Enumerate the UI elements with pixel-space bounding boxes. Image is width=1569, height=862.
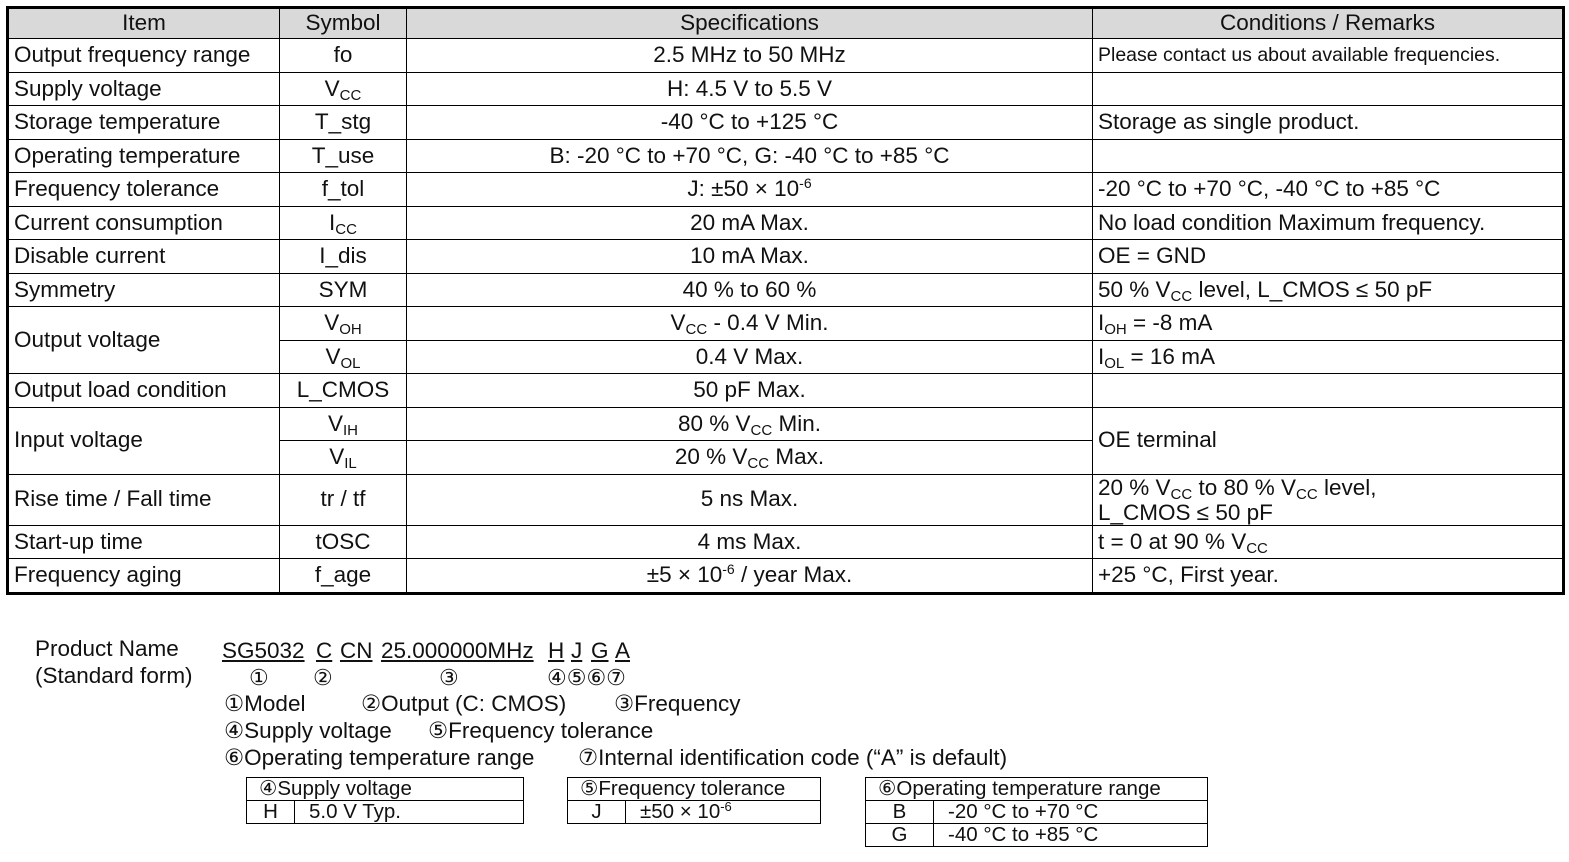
table-row: [8, 407, 1564, 441]
product-name-form-label: (Standard form): [35, 663, 193, 688]
item-cell: Storage temperature: [8, 106, 280, 140]
symbol-cell: $V_{IH}$: [280, 407, 407, 441]
legend-frequency-tolerance: ⑤Frequency tolerance: [428, 718, 654, 743]
table-row: [8, 525, 1564, 559]
spec-cell: 20 % $V_{CC}$ Max.: [407, 441, 1093, 475]
symbol-cell: tr / tf: [280, 474, 407, 525]
item-cell: Output voltage: [8, 307, 280, 374]
item-cell: Frequency aging: [8, 559, 280, 594]
remark-cell: $I_{OH} = -8$ mA: [1093, 307, 1564, 341]
remark-cell: No load condition Maximum frequency.: [1093, 206, 1564, 240]
supply-voltage-title: ④Supply voltage: [247, 778, 524, 801]
value-cell: 5.0 V Typ.: [295, 801, 524, 824]
legend-model: ①Model: [224, 691, 306, 716]
remark-cell: +25 °C, First year.: [1093, 559, 1564, 594]
table-row: [8, 474, 1564, 525]
number-marker: ④⑤⑥⑦: [547, 665, 626, 690]
remark-cell: Please contact us about available frequencies.: [1093, 39, 1564, 73]
remark-cell: 20 % $V_{CC}$ to 80 % $V_{CC}$ level, L_CMOS ≤ 50 pF: [1093, 474, 1564, 525]
spec-cell: $V_{CC} - 0.4$ V Min.: [407, 307, 1093, 341]
symbol-cell: T_stg: [280, 106, 407, 140]
table-row: [8, 374, 1564, 408]
item-cell: Supply voltage: [8, 72, 280, 106]
item-cell: Input voltage: [8, 407, 280, 474]
frequency-tolerance-table: [567, 777, 821, 824]
table-row: [247, 801, 524, 824]
spec-cell: H: 4.5 V to 5.5 V: [407, 72, 1093, 106]
remark-cell: t = 0 at 90 % $V_{CC}$: [1093, 525, 1564, 559]
spec-cell: 20 mA Max.: [407, 206, 1093, 240]
number-marker: ③: [439, 665, 459, 690]
code-cell: B: [866, 801, 934, 824]
code-cell: H: [247, 801, 295, 824]
spec-cell: 2.5 MHz to 50 MHz: [407, 39, 1093, 73]
supply-voltage-table: [246, 777, 524, 824]
spec-cell: 5 ns Max.: [407, 474, 1093, 525]
remark-cell: [1093, 139, 1564, 173]
table-row: [8, 173, 1564, 207]
legend-identification-code: ⑦Internal identification code (“A” is default): [578, 745, 1008, 770]
part-output: C: [316, 638, 333, 663]
spec-cell: 80 % $V_{CC}$ Min.: [407, 407, 1093, 441]
spec-table-header: [8, 8, 1564, 39]
spec-cell: 50 pF Max.: [407, 374, 1093, 408]
spec-cell: 4 ms Max.: [407, 525, 1093, 559]
remark-cell: $I_{OL} = 16$ mA: [1093, 340, 1564, 374]
remark-cell: [1093, 374, 1564, 408]
symbol-cell: SYM: [280, 273, 407, 307]
item-cell: Output load condition: [8, 374, 280, 408]
item-cell: Current consumption: [8, 206, 280, 240]
item-cell: Frequency tolerance: [8, 173, 280, 207]
frequency-tolerance-title: ⑤Frequency tolerance: [568, 778, 821, 801]
spec-cell: 40 % to 60 %: [407, 273, 1093, 307]
value-cell: -40 °C to +85 °C: [934, 824, 1208, 847]
header-symbol: Symbol: [280, 8, 407, 39]
spec-table: [6, 6, 1565, 595]
table-row: [8, 206, 1564, 240]
remark-cell: 50 % $V_{CC}$ level, L_CMOS ≤ 50 pF: [1093, 273, 1564, 307]
symbol-cell: I_dis: [280, 240, 407, 274]
header-conditions: Conditions / Remarks: [1093, 8, 1564, 39]
symbol-cell: $V_{CC}$: [280, 72, 407, 106]
symbol-cell: tOSC: [280, 525, 407, 559]
table-row: [8, 559, 1564, 594]
legend-supply-voltage: ④Supply voltage: [224, 718, 392, 743]
legend-temperature-range: ⑥Operating temperature range: [224, 745, 535, 770]
symbol-cell: f_age: [280, 559, 407, 594]
product-name-label: Product Name: [35, 636, 179, 661]
spec-cell: J: $\pm 50 \times 10^{-6}$: [407, 173, 1093, 207]
item-cell: Disable current: [8, 240, 280, 274]
symbol-cell: $I_{CC}$: [280, 206, 407, 240]
part-temperature-range: G: [591, 638, 609, 663]
item-cell: Start-up time: [8, 525, 280, 559]
number-marker: ①: [249, 665, 269, 690]
symbol-cell: L_CMOS: [280, 374, 407, 408]
part-supply-voltage: H: [548, 638, 565, 663]
part-identification-code: A: [615, 638, 631, 663]
item-cell: Symmetry: [8, 273, 280, 307]
spec-cell: B: -20 °C to +70 °C, G: -40 °C to +85 °C: [407, 139, 1093, 173]
code-cell: G: [866, 824, 934, 847]
symbol-cell: T_use: [280, 139, 407, 173]
table-row: [568, 801, 821, 824]
symbol-cell: $V_{IL}$: [280, 441, 407, 475]
header-item: Item: [8, 8, 280, 39]
table-row: [8, 72, 1564, 106]
code-cell: J: [568, 801, 626, 824]
remark-cell: Storage as single product.: [1093, 106, 1564, 140]
table-row: [8, 39, 1564, 73]
remark-cell: [1093, 72, 1564, 106]
legend-output: ②Output (C: CMOS): [361, 691, 567, 716]
table-row: [8, 139, 1564, 173]
spec-cell: -40 °C to +125 °C: [407, 106, 1093, 140]
table-row: [8, 307, 1564, 341]
table-row: [8, 273, 1564, 307]
part-series: CN: [340, 638, 373, 663]
value-cell: $\pm 50 \times 10^{-6}$: [626, 801, 821, 824]
part-model: SG5032: [222, 638, 305, 663]
temperature-range-title: ⑥Operating temperature range: [866, 778, 1208, 801]
spec-cell: 10 mA Max.: [407, 240, 1093, 274]
table-row: [8, 240, 1564, 274]
symbol-cell: f_tol: [280, 173, 407, 207]
item-cell: Operating temperature: [8, 139, 280, 173]
spec-cell: 0.4 V Max.: [407, 340, 1093, 374]
table-row: [866, 824, 1208, 847]
value-cell: -20 °C to +70 °C: [934, 801, 1208, 824]
symbol-cell: $V_{OH}$: [280, 307, 407, 341]
header-specifications: Specifications: [407, 8, 1093, 39]
legend-frequency: ③Frequency: [614, 691, 741, 716]
symbol-cell: fo: [280, 39, 407, 73]
temperature-range-table: [865, 777, 1208, 847]
remark-cell: OE = GND: [1093, 240, 1564, 274]
symbol-cell: $V_{OL}$: [280, 340, 407, 374]
table-row: [8, 106, 1564, 140]
number-marker: ②: [313, 665, 333, 690]
remark-cell: -20 °C to +70 °C, -40 °C to +85 °C: [1093, 173, 1564, 207]
remark-cell: OE terminal: [1093, 407, 1564, 474]
item-cell: Rise time / Fall time: [8, 474, 280, 525]
spec-cell: $\pm 5 \times 10^{-6}$ / year Max.: [407, 559, 1093, 594]
part-frequency-tolerance: J: [571, 638, 583, 663]
part-frequency: 25.000000MHz: [381, 638, 534, 663]
item-cell: Output frequency range: [8, 39, 280, 73]
table-row: [866, 801, 1208, 824]
